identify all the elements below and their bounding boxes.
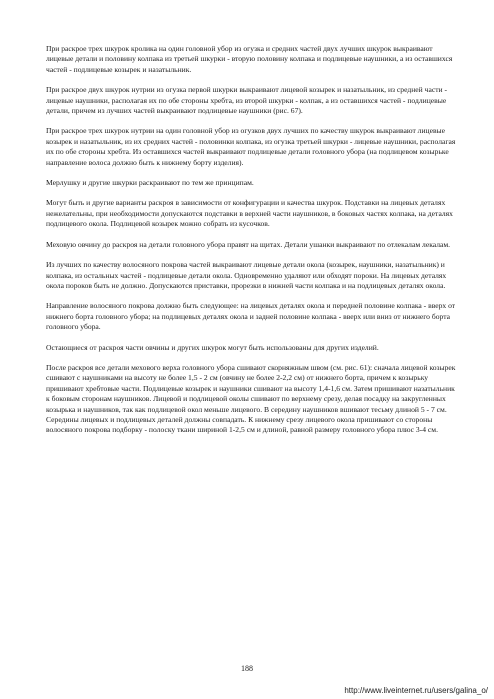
paragraph: После раскроя все детали мехового верха головного убора сшивают скорняжным швом (см. рис. 61): сначала лицевой козырек сшивают с наушниками на высоту не более 1,5 - 2 см (овчину не более 2-2,2 см) от нижнего борта, причем к козырьку пришивают хребтовые части. Подлицевые козырек и наушники сшивают на высоту 1,4-1,6 см. Затем пришивают назатыльник к боковым сторонам наушников. Лицевой и подлицевой околы сшивают по верхнему срезу, делая посадку на закругленных козырька и наушников, так как подлицевой окол меньше лицевого. В середину наушников вшивают тесьму длиной 5 - 7 см. Середины лицевых и подлицевых деталей должны совпадать. К нижнему срезу лицевого окола пришивают со стороны волосяного покрова подборку - полоску ткани шириной 1-2,5 см и длиной, равной размеру головного убора плюс 3-4 см.: [46, 362, 456, 435]
paragraph: При раскрое трех шкурок кролика на один головной убор из огузка и средних частей двух лучших шкурок выкраивают лицевые детали и половину колпака из третьей шкурки - вторую половину колпака и подлицевые наушники, а из оставшихся частей - подлицевые козырек и назатыльник.: [46, 44, 453, 74]
paragraph: Мерлушку и другие шкурки раскраивают по тем же принципам.: [46, 178, 254, 188]
paragraph: Могут быть и другие варианты раскроя в зависимости от конфигурации и качества шкурок. Подставки на лицевых деталях нежелательны, при необходимости допускаются подставки в верхней части наушников, в боковых частях колпака, на деталях подлицевого окола. Подлицевой козырек можно собрать из кусочков.: [46, 198, 453, 229]
paragraph: Из лучших по качеству волосяного покрова частей выкраивают лицевые детали окола (козырек, наушники, назатыльник) и колпака, из остальных частей - подлицевые детали окола. Одновременно удаляют или обходят пороки. На лицевых деталях окола пороков быть не должно. Допускаются приставки, прорезки в нижней части колпака и на подлицевых деталях окола.: [46, 260, 447, 290]
paragraph: При раскрое двух шкурок нутрии из огузка первой шкурки выкраивают лицевой козырек и назатыльник, из средней части - лицевые наушники, располагая их по обе стороны хребта, из второй шкурки - колпак, а из оставшихся частей - подлицевые детали, причем из лучших частей выкраивают подлицевые наушники (рис. 67).: [46, 85, 447, 116]
paragraph: Направление волосяного покрова должно быть следующее: на лицевых деталях окола и передней половине колпака - вверх от нижнего борта головного убора; на подлицевых деталях окола и задней половине колпака - вверх или вниз от нижнего борта головного убора.: [46, 301, 456, 332]
document-body: [46, 44, 458, 436]
footer-url[interactable]: http://www.liveinternet.ru/users/galina_o/: [344, 686, 488, 695]
paragraph: Остающиеся от раскроя части овчины и других шкурок могут быть использованы для других изделий.: [46, 342, 379, 352]
paragraph: Меховую овчину до раскроя на детали головного убора правят на щитах. Детали ушанки выкраивают по отлекалам лекалам.: [46, 239, 451, 249]
page-number: 188: [241, 664, 253, 673]
paragraph: При раскрое трех шкурок нутрии на один головной убор из огузков двух лучших по качеству шкурок выкраивают лицевые козырек и назатыльник, из их средних частей - половинки колпака, из огузка третьей шкурки - лицевые наушники, располагая их по обе стороны хребта. Из оставшихся частей выкраивают подлицевые детали головного убора (на подлицевом козырьке направление волоса должно быть к нижнему борту изделия).: [46, 126, 456, 167]
